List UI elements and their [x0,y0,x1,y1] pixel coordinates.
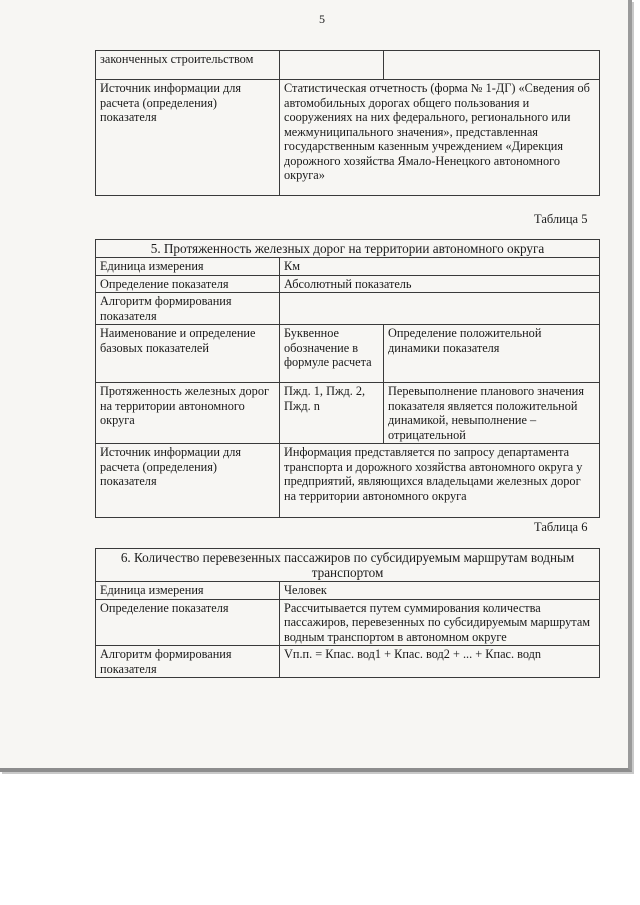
row-value: Информация представляется по запросу департамента транспорта и дорожного хозяйства автономного округа у предприятий, являющихся владельцами железных дорог на территории автономного округа [280,444,600,518]
row-label: законченных строительством [96,51,280,80]
row-label: Единица измерения [96,582,280,600]
row-label: Определение показателя [96,275,280,293]
table-row [96,599,600,646]
indicator-name: Протяженность железных дорог на территории автономного округа [96,383,280,444]
row-value: Рассчитывается путем суммирования количества пассажиров, перевезенных по субсидируемым маршрутам водным транспортом в автономном округе [280,599,600,646]
row-label: Алгоритм формирования показателя [96,646,280,678]
table-row [96,293,600,325]
table-continuation [95,50,600,196]
table-row [96,275,600,293]
table-row [96,646,600,678]
table-6 [95,548,600,678]
indicator-dynamics: Перевыполнение планового значения показателя является положительной динамикой, невыполнение – отрицательной [384,383,600,444]
indicator-symbol: Пжд. 1, Пжд. 2, Пжд. n [280,383,384,444]
table-row [96,582,600,600]
row-value: Человек [280,582,600,600]
table-row [96,325,600,383]
row-label: Источник информации для расчета (определения) показателя [96,444,280,518]
table-row [96,51,600,80]
row-label: Алгоритм формирования показателя [96,293,280,325]
row-value: Км [280,258,600,276]
row-value: Абсолютный показатель [280,275,600,293]
table-5 [95,239,600,518]
table-row [96,80,600,196]
page-number: 5 [319,12,325,26]
column-header: Буквенное обозначение в формуле расчета [280,325,384,383]
row-value [280,293,600,325]
table-row [96,258,600,276]
table-row [96,444,600,518]
table6-caption: Таблица 6 [534,520,588,534]
table-title: 5. Протяженность железных дорог на территории автономного округа [96,240,600,258]
table-title: 6. Количество перевезенных пассажиров по субсидируемым маршрутам водным транспортом [96,549,600,582]
empty-cell [384,51,600,80]
row-label: Источник информации для расчета (определения) показателя [96,80,280,196]
row-label: Единица измерения [96,258,280,276]
row-label: Определение показателя [96,599,280,646]
column-header: Определение положительной динамики показателя [384,325,600,383]
table-row [96,240,600,258]
table5-caption: Таблица 5 [534,212,588,226]
formula: Vп.п. = Кпас. вод1 + Кпас. вод2 + ... + Кпас. водn [280,646,600,678]
table-row [96,549,600,582]
empty-cell [280,51,384,80]
table-row [96,383,600,444]
row-value: Статистическая отчетность (форма № 1-ДГ) «Сведения об автомобильных дорогах общего пользования и сооружениях на них федерального, регионального или межмуниципального значения», представленная государственным казенным учреждением «Дирекция дорожного хозяйства Ямало-Ненецкого автономного округа» [280,80,600,196]
column-header: Наименование и определение базовых показателей [96,325,280,383]
